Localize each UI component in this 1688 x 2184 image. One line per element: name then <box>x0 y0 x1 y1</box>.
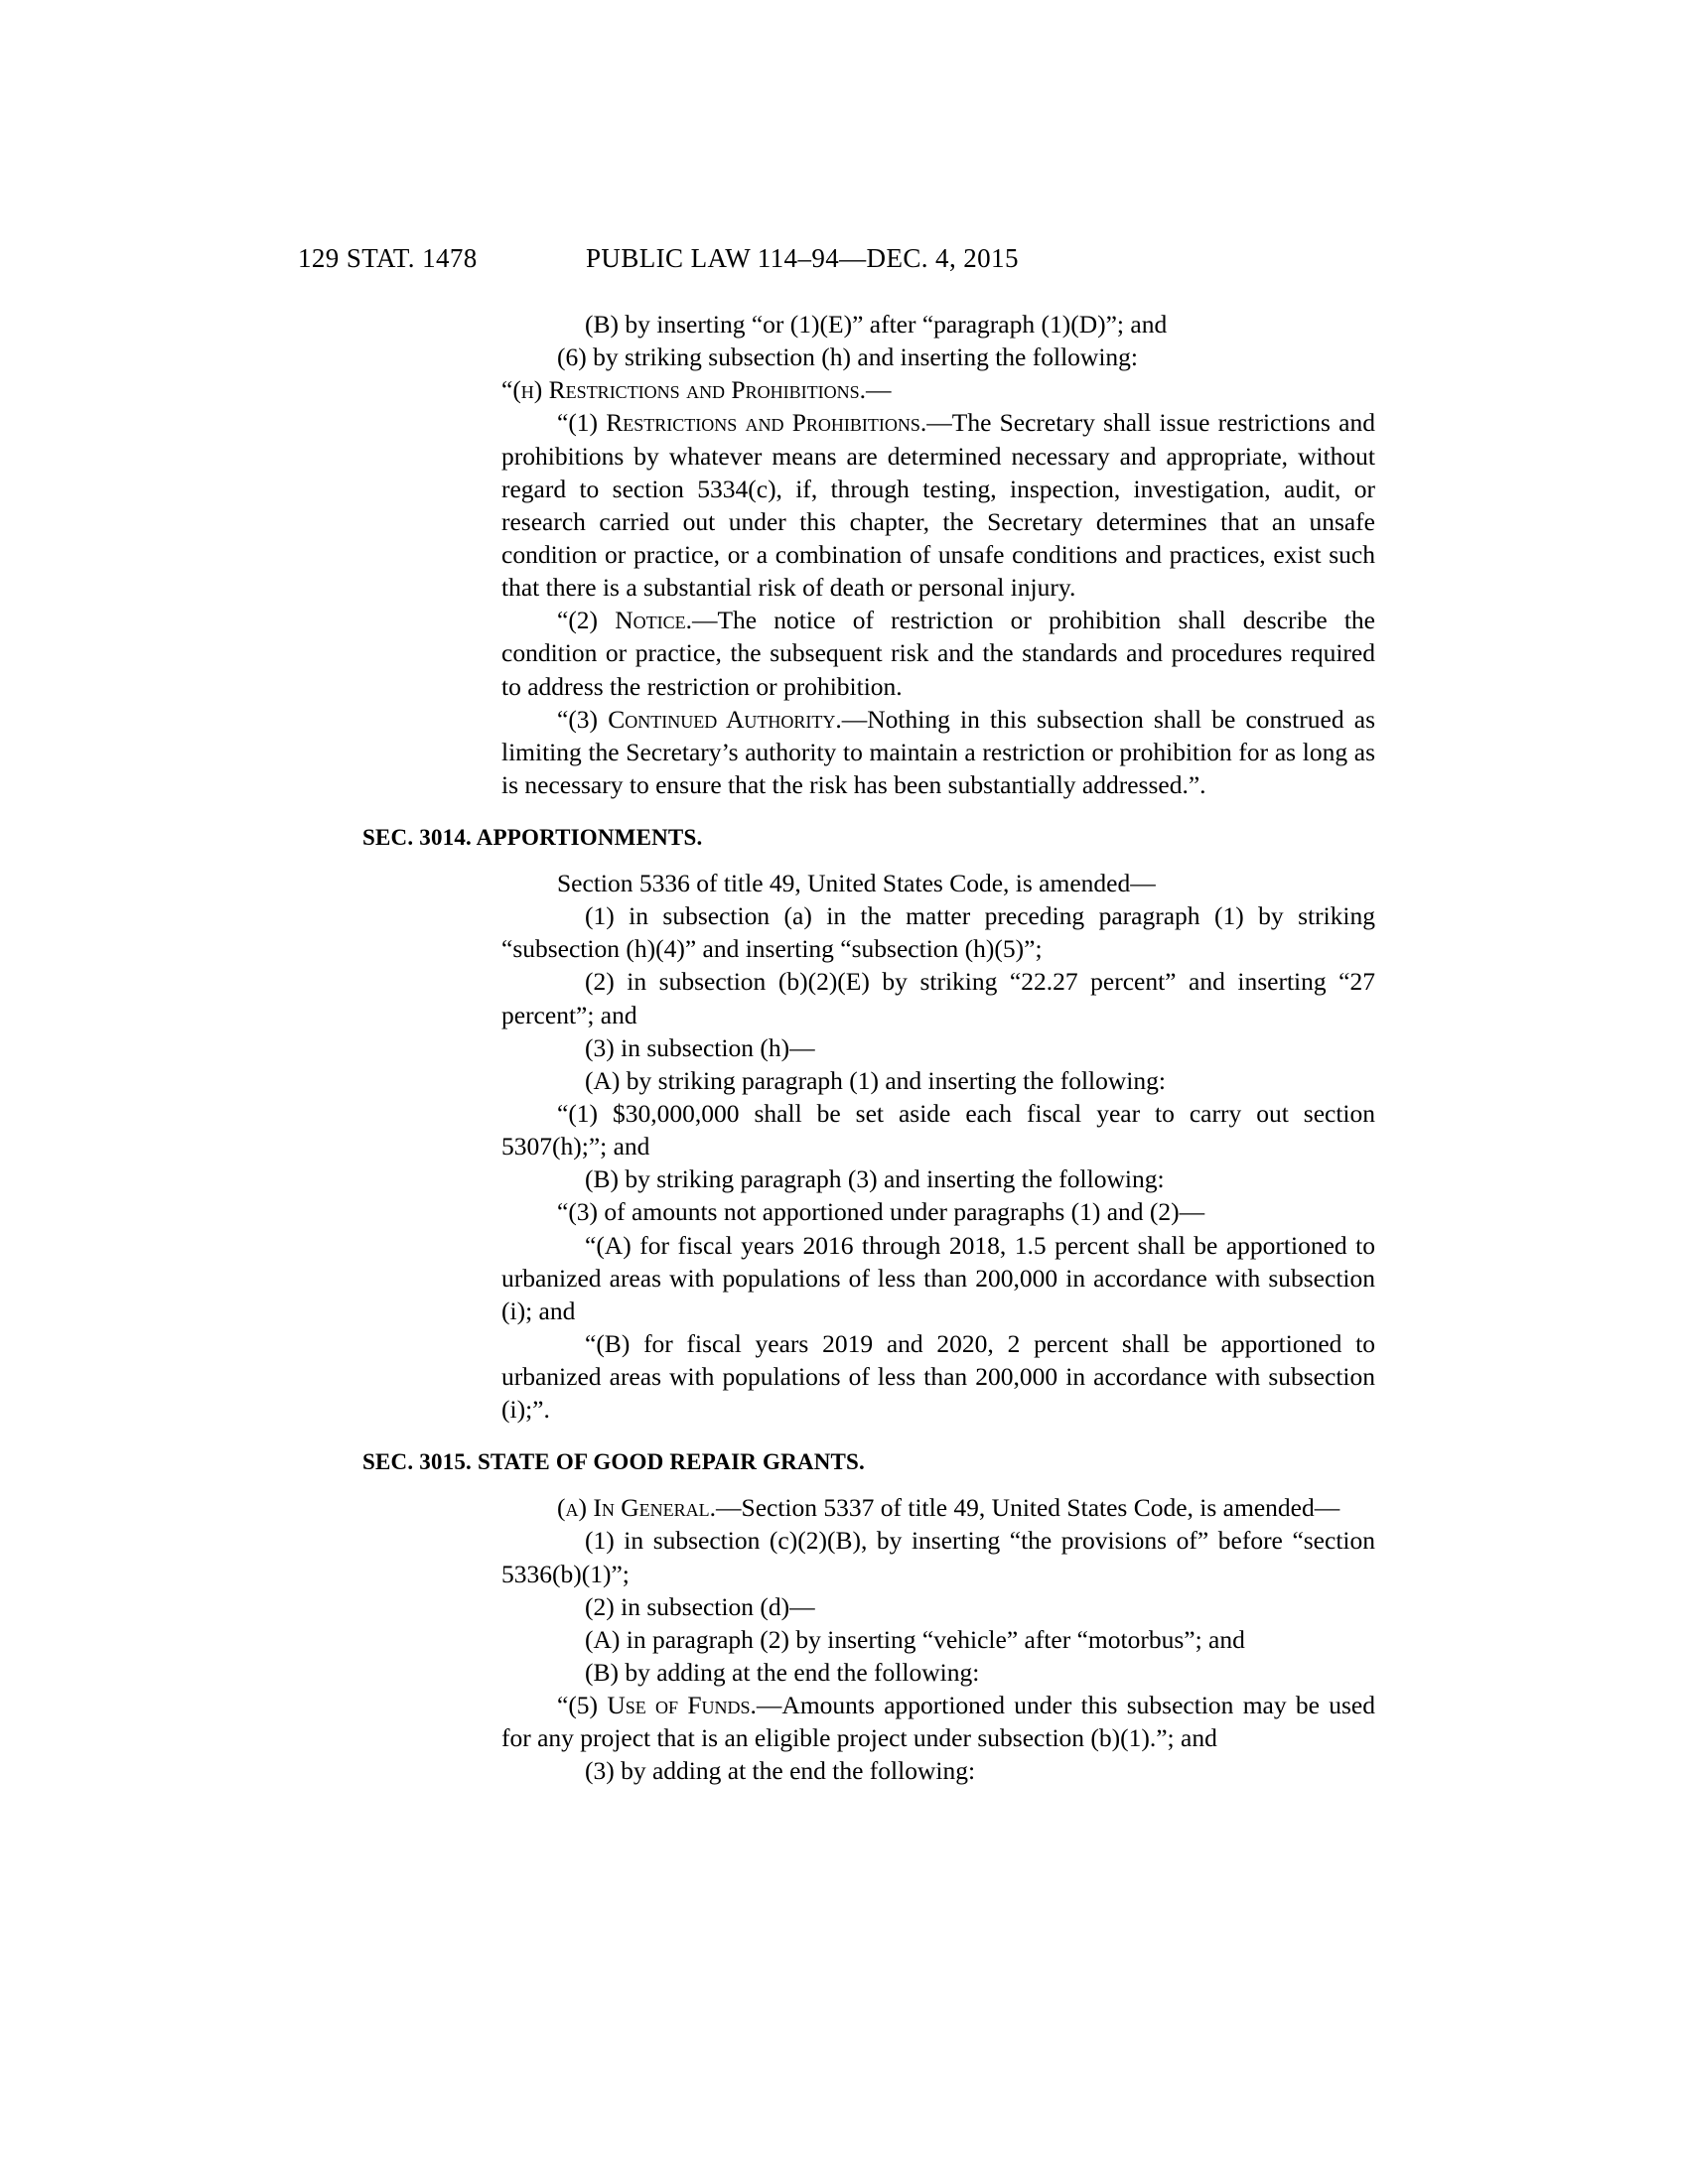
paragraph-1-label: “(1) Restrictions and Prohibitions. <box>557 408 927 438</box>
paragraph-2-text: —The notice of restriction or prohibition shall describe the condition or practice, the subsequent risk and the standards and procedures required to address the restriction or prohibition. <box>501 606 1375 701</box>
paragraph-1-restrictions <box>501 406 1375 604</box>
subsection-a-in-general <box>501 1491 1375 1524</box>
statute-citation: 129 STAT. 1478 <box>298 243 478 273</box>
amendment-3b: (B) by striking paragraph (3) and inserting the following: <box>585 1164 1165 1194</box>
paragraph-3-label: “(3) Continued Authority. <box>557 704 842 734</box>
paragraph-2-label: “(2) Notice. <box>557 606 692 635</box>
paragraph-b-insert: (B) by inserting “or (1)(E)” after “paragraph (1)(D)”; and <box>585 310 1168 339</box>
paragraph-2-notice <box>501 604 1375 702</box>
paragraph-5-label: “(5) Use of Funds. <box>557 1691 757 1720</box>
sgr-amendment-2: (2) in subsection (d)— <box>585 1591 815 1621</box>
new-paragraph-1: “(1) $30,000,000 shall be set aside each fiscal year to carry out section 5307(h);”; and <box>501 1098 1375 1161</box>
paragraph-3-continued-authority <box>501 703 1375 801</box>
amendment-3: (3) in subsection (h)— <box>585 1032 815 1062</box>
amendment-1: (1) in subsection (a) in the matter preceding paragraph (1) by striking “subsection (h)(4)” and inserting “subsection (h)(5)”; <box>501 901 1375 964</box>
paragraph-1-text: —The Secretary shall issue restrictions and prohibitions by whatever means are determined necessary and appropriate, without regard to section 5334(c), if, through testing, inspection, investigation, audit, or research carried out under this chapter, the Secretary determines that an unsafe condition or practice, or a combination of unsafe conditions and practices, exist such that there is a substantial risk of death or personal injury. <box>501 408 1375 603</box>
new-paragraph-5-use-of-funds <box>501 1689 1375 1754</box>
page-header <box>298 243 1390 274</box>
subsection-h-heading <box>501 373 1375 406</box>
new-subparagraph-b: “(B) for fiscal years 2019 and 2020, 2 percent shall be apportioned to urbanized areas with populations of less than 200,000 in accordance with subsection (i);”. <box>501 1328 1375 1425</box>
amendment-3a: (A) by striking paragraph (1) and inserting the following: <box>585 1065 1166 1095</box>
section-heading-3015: SEC. 3015. STATE OF GOOD REPAIR GRANTS. <box>362 1449 865 1475</box>
section-heading-3014: SEC. 3014. APPORTIONMENTS. <box>362 825 703 851</box>
document-body <box>362 308 1375 1788</box>
sgr-amendment-2a: (A) in paragraph (2) by inserting “vehicle” after “motorbus”; and <box>585 1624 1245 1654</box>
subsection-h-label: “(h) Restrictions and Prohibitions.— <box>501 375 892 405</box>
sgr-amendment-2b: (B) by adding at the end the following: <box>585 1657 980 1687</box>
sgr-amendment-3: (3) by adding at the end the following: <box>585 1756 976 1786</box>
public-law-citation: PUBLIC LAW 114–94—DEC. 4, 2015 <box>586 243 1019 273</box>
paragraph-6-strike: (6) by striking subsection (h) and inserting the following: <box>557 342 1138 372</box>
new-paragraph-3: “(3) of amounts not apportioned under paragraphs (1) and (2)— <box>557 1197 1205 1227</box>
subsection-a-label: (a) In General. <box>557 1493 717 1523</box>
sgr-amendment-1: (1) in subsection (c)(2)(B), by inserting “the provisions of” before “section 5336(b)(1)”; <box>501 1526 1375 1588</box>
amendment-2: (2) in subsection (b)(2)(E) by striking “22.27 percent” and inserting “27 percent”; and <box>501 967 1375 1029</box>
section-5336-intro: Section 5336 of title 49, United States Code, is amended— <box>557 869 1156 897</box>
new-subparagraph-a: “(A) for fiscal years 2016 through 2018, 1.5 percent shall be apportioned to urbanized areas with populations of less than 200,000 in accordance with subsection (i); and <box>501 1230 1375 1325</box>
paragraph-5-text: —Amounts apportioned under this subsection may be used for any project that is an eligible project under subsection (b)(1).”; and <box>501 1691 1375 1753</box>
subsection-a-text: —Section 5337 of title 49, United States Code, is amended— <box>716 1493 1340 1523</box>
paragraph-3-text: —Nothing in this subsection shall be construed as limiting the Secretary’s authority to maintain a restriction or prohibition for as long as is necessary to ensure that the risk has been substantially addressed.”. <box>501 704 1375 799</box>
